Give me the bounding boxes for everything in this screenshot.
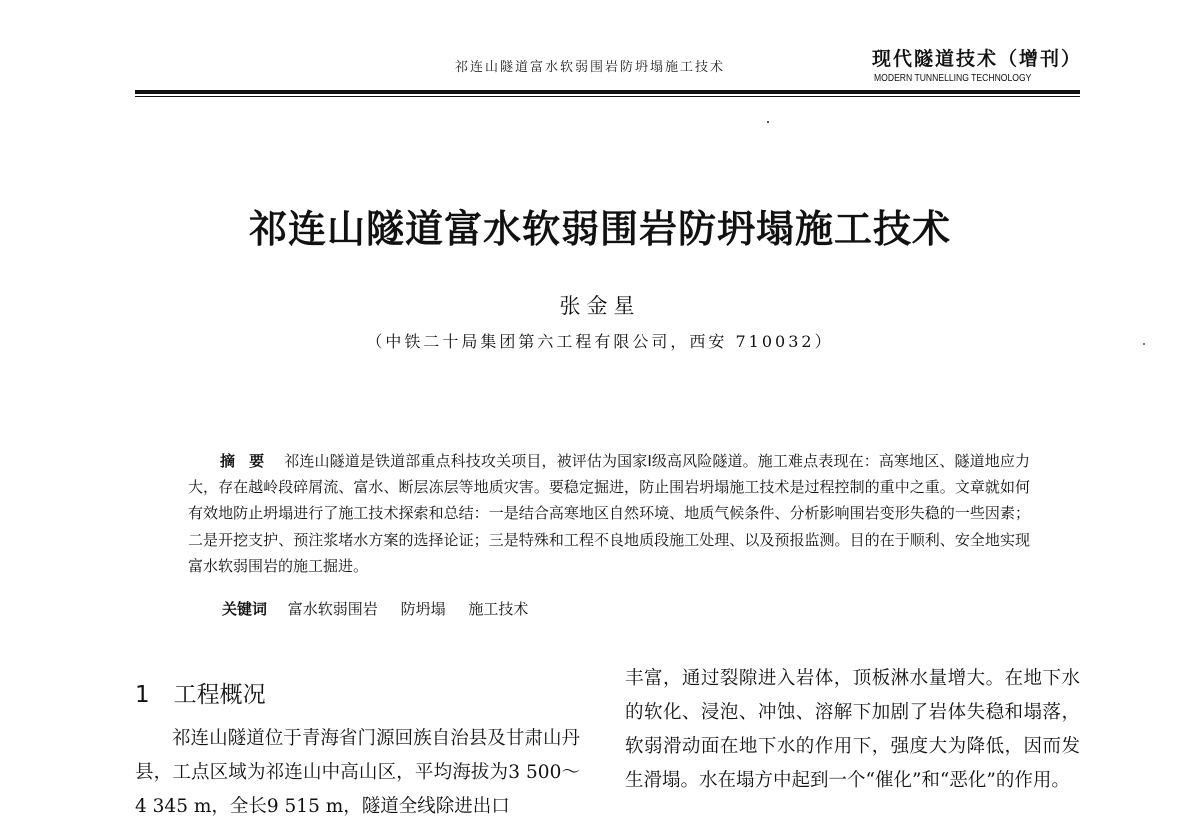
keywords xyxy=(222,598,546,619)
section-heading xyxy=(135,676,266,709)
journal-name-english: MODERN TUNNELLING TECHNOLOGY xyxy=(874,73,1032,84)
scan-speck xyxy=(767,121,769,123)
keyword: 富水软弱围岩 xyxy=(287,600,378,618)
author-name: 张金星 xyxy=(559,294,641,318)
running-title: 祁连山隧道富水软弱围岩防坍塌施工技术 xyxy=(455,60,726,75)
journal-name-chinese: 现代隧道技术（增刊） xyxy=(872,48,1083,70)
abstract-label: 摘要 xyxy=(220,452,279,470)
abstract xyxy=(188,448,1030,579)
section-number: 1 xyxy=(135,682,150,708)
section-title: 工程概况 xyxy=(173,682,266,708)
body-column-left: 祁连山隧道位于青海省门源回族自治县及甘肃山丹县，工点区域为祁连山中高山区，平均海拔为3 500～4 345 m，全长9 515 m，隧道全线除进出口 xyxy=(135,728,580,817)
body-column-right: 丰富，通过裂隙进入岩体，顶板淋水量增大。在地下水的软化、浸泡、冲蚀、溶解下加剧了岩体失稳和塌落，软弱滑动面在地下水的作用下，强度大为降低，因而发生滑塌。水在塌方中起到一个“催化”和“恶化”的作用。 xyxy=(625,668,1080,791)
paper-title: 祁连山隧道富水软弱围岩防坍塌施工技术 xyxy=(248,207,951,251)
header-rule-thick xyxy=(135,90,1080,94)
abstract-text: 祁连山隧道是铁道部重点科技攻关项目，被评估为国家Ⅰ级高风险隧道。施工难点表现在：高寒地区、隧道地应力大，存在越岭段碎屑流、富水、断层冻层等地质灾害。要稳定掘进，防止围岩坍塌施工技术是过程控制的重中之重。文章就如何有效地防止坍塌进行了施工技术探索和总结：一是结合高寒地区自然环境、地质气候条件、分析影响围岩变形失稳的一些因素；二是开挖支护、预注浆堵水方案的选择论证；三是特殊和工程不良地质段施工处理、以及预报监测。目的在于顺利、安全地实现富水软弱围岩的施工掘进。 xyxy=(188,452,1030,575)
keyword: 防坍塌 xyxy=(400,600,446,618)
keywords-label: 关键词 xyxy=(222,600,268,618)
author-affiliation: （中铁二十局集团第六工程有限公司，西安 710032） xyxy=(366,332,834,351)
keyword: 施工技术 xyxy=(468,600,529,618)
header-rule-thin xyxy=(135,96,1080,97)
